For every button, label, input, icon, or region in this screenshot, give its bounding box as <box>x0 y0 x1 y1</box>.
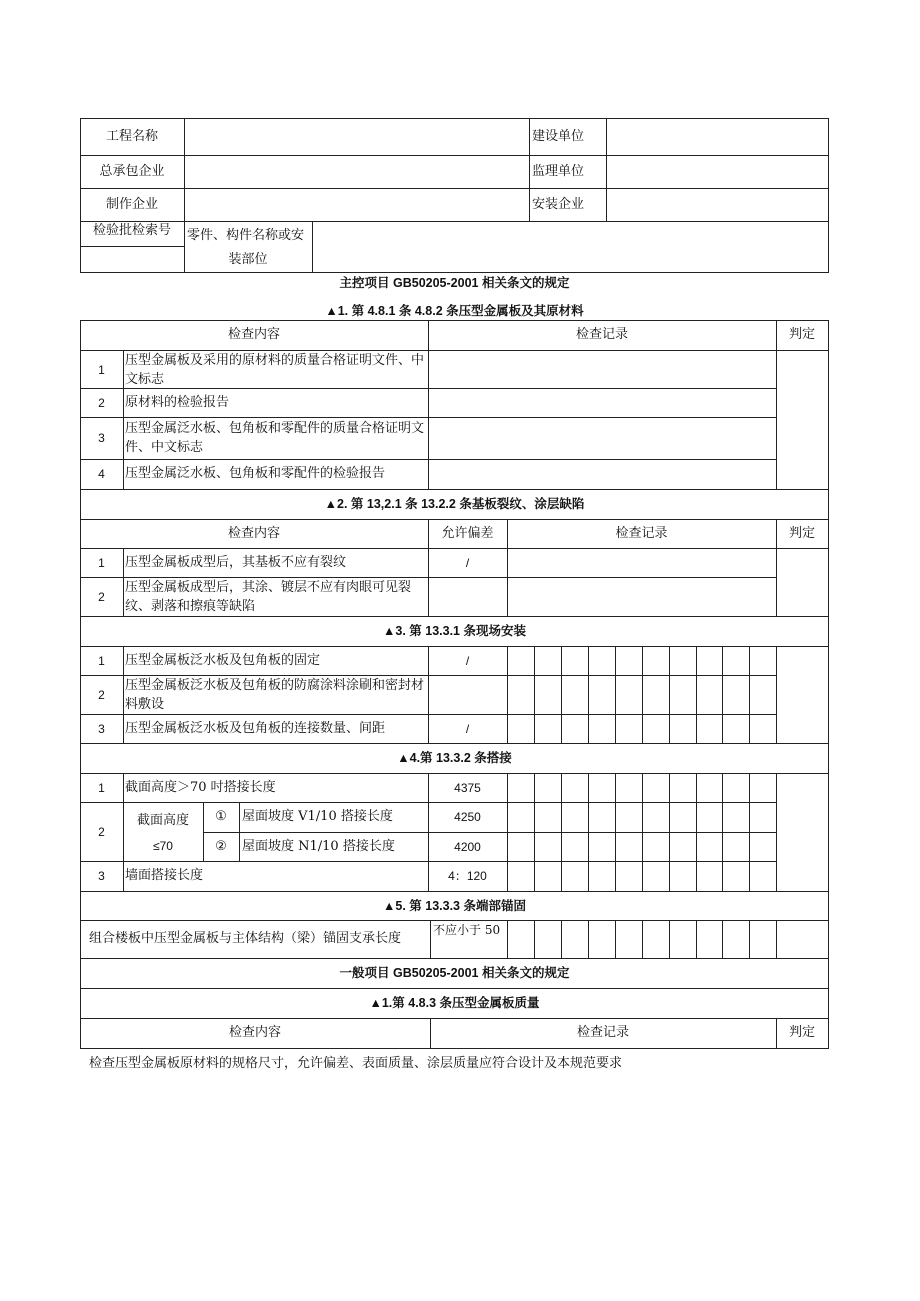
general1-judge-header: 判定 <box>788 1025 815 1040</box>
section2-item-text: 压型金属板成型后，其基板不应有裂纹 <box>125 555 347 570</box>
section4-row3-no: 3 <box>98 869 105 883</box>
section1-title: ▲1. 第 4.8.1 条 4.8.2 条压型金属板及其原材料 <box>325 304 584 318</box>
section5-title: ▲5. 第 13.3.3 条端部锚固 <box>383 899 526 913</box>
section4-row2b-mark: ② <box>215 839 227 854</box>
section1-item-text: 压型金属板及采用的原材料的质量合格证明文件、中文标志 <box>125 353 425 387</box>
construction-unit-label: 建设单位 <box>532 129 585 144</box>
section4-row2a-value: 4250 <box>454 810 481 824</box>
section3-item-no: 2 <box>98 688 105 702</box>
section3-item-text: 压型金属板泛水板及包角板的连接数量、间距 <box>125 721 386 736</box>
section2-title: ▲2. 第 13,2.1 条 13.2.2 条基板裂纹、涂层缺陷 <box>324 497 585 511</box>
part-name-label-line2: 装部位 <box>228 252 268 267</box>
section4-row2b-value: 4200 <box>454 840 481 854</box>
section1-item-text: 原材料的检验报告 <box>125 395 230 410</box>
section2-item-no: 2 <box>98 590 105 604</box>
section4-row2-group-line1: 截面高度 <box>136 813 189 828</box>
section4-row1-no: 1 <box>98 781 105 795</box>
section2-judge-header: 判定 <box>788 526 815 541</box>
section2-item-text: 压型金属板成型后，其涂、镀层不应有肉眼可见裂纹、剥落和擦痕等缺陷 <box>125 580 412 614</box>
batch-index-label: 检验批检索号 <box>92 223 171 238</box>
section4-row3-text: 墙面搭接长度 <box>125 868 204 883</box>
section3-item-no: 3 <box>98 722 105 736</box>
section4-row2b-text: 屋面坡度 N1/10 搭接长度 <box>242 839 395 854</box>
general1-title: ▲1.第 4.8.3 条压型金属板质量 <box>369 996 540 1010</box>
section3-item-text: 压型金属板泛水板及包角板的固定 <box>125 653 321 668</box>
section5-value: 不应小于 50 <box>433 923 501 937</box>
section5-text: 组合楼板中压型金属板与主体结构（梁）锚固支承长度 <box>89 931 402 946</box>
part-name-label-line1: 零件、构件名称或安 <box>187 228 305 243</box>
section4-row2-group-line2: ≤70 <box>153 839 173 853</box>
section3-item-no: 1 <box>98 654 105 668</box>
section4-row2a-text: 屋面坡度 V1/10 搭接长度 <box>242 809 393 824</box>
section1-item-no: 4 <box>98 467 105 481</box>
main-control-title: 主控项目 GB50205-2001 相关条文的规定 <box>339 276 570 290</box>
section1-item-no: 1 <box>98 363 105 377</box>
general1-record-header: 检查记录 <box>576 1025 629 1040</box>
section1-item-no: 3 <box>98 431 105 445</box>
section1-item-text: 压型金属泛水板、包角板和零配件的质量合格证明文件、中文标志 <box>125 421 425 455</box>
section2-record-header: 检查记录 <box>615 526 668 541</box>
manufacturer-label: 制作企业 <box>105 197 158 212</box>
section3-title: ▲3. 第 13.3.1 条现场安装 <box>383 624 526 638</box>
section2-content-header: 检查内容 <box>227 526 280 541</box>
general1-content-header: 检查内容 <box>228 1025 281 1040</box>
general1-note: 检查压型金属板原材料的规格尺寸，允许偏差、表面质量、涂层质量应符合设计及本规范要求 <box>89 1056 623 1071</box>
general-items-title: 一般项目 GB50205-2001 相关条文的规定 <box>339 966 570 980</box>
section3-item-tolerance: / <box>465 722 470 736</box>
section1-record-header: 检查记录 <box>575 327 628 342</box>
section2-item-no: 1 <box>98 556 105 570</box>
section4-row3-value: 4：120 <box>448 869 487 883</box>
project-name-label: 工程名称 <box>105 129 158 144</box>
section2-item-tolerance: / <box>465 556 470 570</box>
section3-item-tolerance: / <box>465 654 470 668</box>
section1-content-header: 检查内容 <box>227 327 280 342</box>
section1-item-no: 2 <box>98 396 105 410</box>
section2-tolerance-header: 允许偏差 <box>441 526 494 541</box>
section1-judge-header: 判定 <box>788 327 815 342</box>
section4-row2a-mark: ① <box>215 809 227 824</box>
section4-row1-value: 4375 <box>454 781 481 795</box>
section4-title: ▲4.第 13.3.2 条搭接 <box>397 751 512 765</box>
supervision-unit-label: 监理单位 <box>532 164 585 179</box>
section1-item-text: 压型金属泛水板、包角板和零配件的检验报告 <box>125 466 386 481</box>
general-contractor-label: 总承包企业 <box>99 164 165 179</box>
section4-row2-no: 2 <box>98 825 105 839</box>
section4-row1-text: 截面高度＞70 吋搭接长度 <box>125 780 276 795</box>
installer-label: 安装企业 <box>532 197 585 212</box>
section3-item-text: 压型金属板泛水板及包角板的防腐涂料涂刷和密封材料敷设 <box>125 678 425 712</box>
